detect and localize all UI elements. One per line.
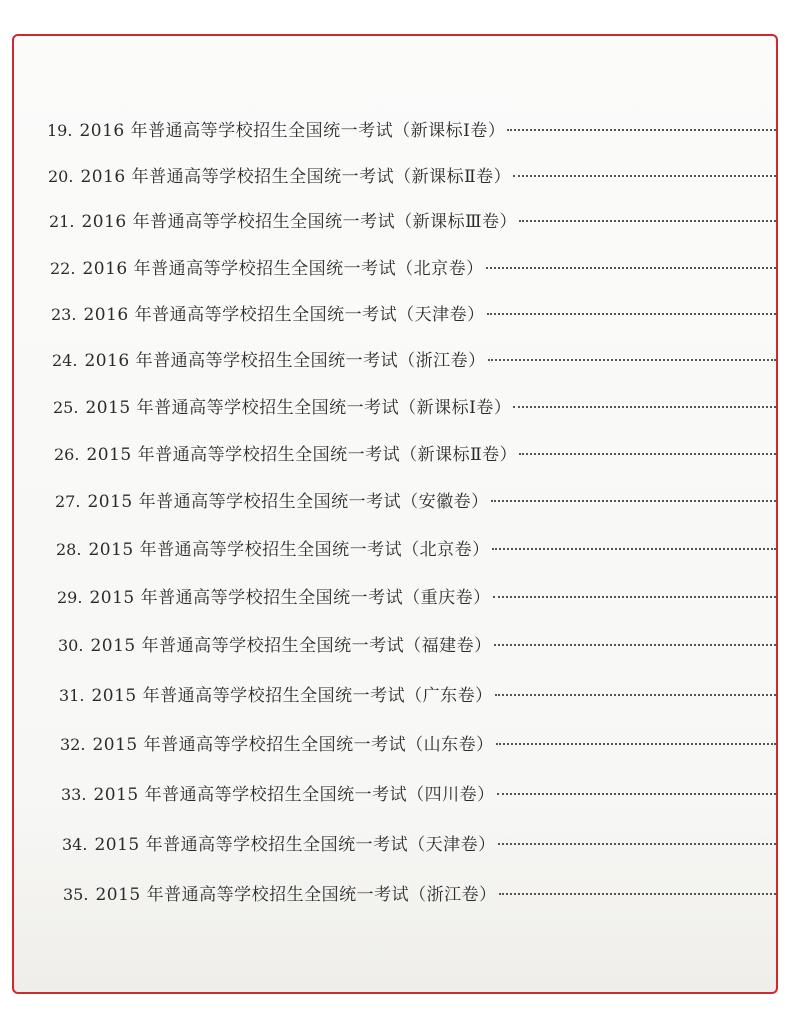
entry-title: 2016 年普通高等学校招生全国统一考试（新课标Ⅲ卷） [81,212,518,232]
entry-title: 2015 年普通高等学校招生全国统一考试（山东卷） [92,735,494,755]
toc-entry[interactable] [58,631,776,656]
entry-number: 22. [50,259,76,278]
entry-number: 35. [63,885,89,904]
toc-entry[interactable] [50,254,776,279]
entry-number: 23. [51,305,77,324]
table-of-contents [14,36,776,992]
dot-leader [487,313,776,315]
entry-number: 29. [57,588,83,607]
toc-entry[interactable] [52,346,776,371]
entry-title: 2015 年普通高等学校招生全国统一考试（福建卷） [90,636,492,656]
dot-leader [498,843,776,845]
entry-number: 26. [54,445,80,464]
dot-leader [507,129,776,131]
entry-title: 2016 年普通高等学校招生全国统一考试（北京卷） [82,259,484,279]
dot-leader [492,548,776,550]
toc-entry[interactable] [59,681,776,706]
entry-number: 31. [59,686,85,705]
dot-leader [493,596,776,598]
dot-leader [513,175,776,177]
toc-entry[interactable] [53,393,776,418]
toc-entry[interactable] [62,830,776,855]
entry-number: 32. [60,735,86,754]
dot-leader [519,220,776,222]
dot-leader [496,743,776,745]
toc-entry[interactable] [54,440,776,465]
toc-entry[interactable] [55,487,776,512]
dot-leader [499,893,776,895]
entry-title: 2015 年普通高等学校招生全国统一考试（天津卷） [94,835,496,855]
entry-title: 2016 年普通高等学校招生全国统一考试（天津卷） [83,305,485,325]
toc-entry[interactable] [51,300,776,325]
dot-leader [491,500,776,502]
dot-leader [497,793,776,795]
dot-leader [494,644,776,646]
dot-leader [488,359,776,361]
page-frame [12,34,778,994]
entry-title: 2015 年普通高等学校招生全国统一考试（四川卷） [93,785,495,805]
toc-entry[interactable] [60,730,776,755]
entry-title: 2015 年普通高等学校招生全国统一考试（安徽卷） [87,492,489,512]
entry-title: 2015 年普通高等学校招生全国统一考试（新课标Ⅰ卷） [85,398,512,418]
entry-title: 2015 年普通高等学校招生全国统一考试（新课标Ⅱ卷） [86,445,518,465]
toc-entry[interactable] [49,207,776,232]
entry-number: 25. [53,398,79,417]
entry-number: 20. [48,167,74,186]
entry-number: 24. [52,351,78,370]
entry-title: 2016 年普通高等学校招生全国统一考试（新课标Ⅰ卷） [79,121,506,141]
entry-number: 19. [47,121,73,140]
toc-entry[interactable] [57,583,776,608]
dot-leader [486,267,776,269]
entry-number: 28. [56,540,82,559]
entry-number: 30. [58,636,84,655]
dot-leader [519,453,776,455]
entry-title: 2015 年普通高等学校招生全国统一考试（浙江卷） [95,885,497,905]
entry-number: 34. [62,835,88,854]
entry-number: 33. [61,785,87,804]
entry-title: 2015 年普通高等学校招生全国统一考试（广东卷） [91,686,493,706]
toc-entry[interactable] [48,162,776,187]
entry-title: 2015 年普通高等学校招生全国统一考试（北京卷） [88,540,490,560]
entry-number: 27. [55,492,81,511]
toc-entry[interactable] [47,116,776,141]
dot-leader [513,406,776,408]
entry-title: 2016 年普通高等学校招生全国统一考试（浙江卷） [84,351,486,371]
entry-title: 2016 年普通高等学校招生全国统一考试（新课标Ⅱ卷） [80,167,512,187]
toc-entry[interactable] [63,880,776,905]
toc-entry[interactable] [56,535,776,560]
entry-number: 21. [49,212,75,231]
toc-entry[interactable] [61,780,776,805]
entry-title: 2015 年普通高等学校招生全国统一考试（重庆卷） [89,588,491,608]
dot-leader [495,694,776,696]
